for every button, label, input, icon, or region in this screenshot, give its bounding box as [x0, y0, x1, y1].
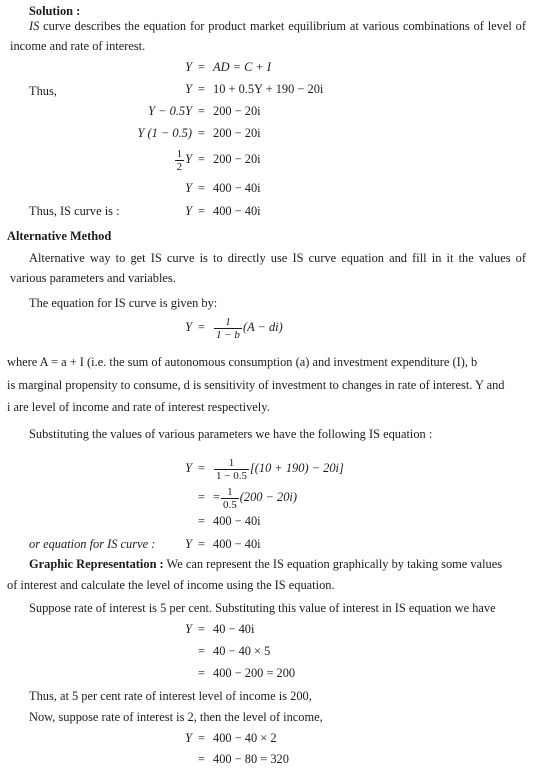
eq2-lhs: Y: [185, 82, 192, 96]
g1-equals: =: [198, 622, 205, 636]
g1-rhs: 40 − 40i: [213, 622, 255, 636]
where-line-2: is marginal propensity to consume, d is sensitivity of investment to changes in rate of interest. Y and: [7, 378, 505, 392]
graphic-line-2: of interest and calculate the level of income using the IS equation.: [7, 578, 335, 592]
h2-equals: =: [198, 752, 205, 766]
eq5-rhs: 200 − 20i: [213, 152, 261, 166]
gen-eq-rhs: [213, 312, 283, 342]
is-curve-label: Thus, IS curve is :: [29, 204, 120, 218]
intro-paragraph: [10, 16, 526, 56]
g2-equals: =: [198, 644, 205, 658]
or-label: or equation for IS curve :: [29, 537, 156, 551]
g3-rhs: 400 − 200 = 200: [213, 666, 296, 680]
s1-tail: [(10 + 190) − 20i]: [249, 461, 344, 475]
s2-den: 0.5: [223, 498, 237, 511]
gen-eq-num: 1: [214, 316, 242, 329]
eq4-rhs: 200 − 20i: [213, 126, 261, 140]
s2-pre: =: [213, 490, 220, 504]
intro-is: IS: [29, 19, 40, 33]
eq5-equals: =: [198, 152, 205, 166]
h2-rhs: 400 − 80 = 320: [213, 752, 289, 766]
or-eq-lhs: Y: [185, 537, 192, 551]
eq3-lhs: Y − 0.5Y: [148, 104, 192, 118]
eq4-lhs: Y (1 − 0.5): [137, 126, 192, 140]
eq5-den: 2: [176, 160, 183, 173]
given-by-text: The equation for IS curve is given by:: [29, 296, 218, 310]
where-line-3: i are level of income and rate of interest respectively.: [7, 400, 270, 414]
graphic-line-1: [29, 557, 502, 572]
solution-heading: Solution :: [29, 4, 81, 18]
eq6-lhs: Y: [185, 181, 192, 195]
or-eq-rhs: 400 − 40i: [213, 537, 261, 551]
s2-rhs: [213, 482, 297, 512]
thus-5-text: Thus, at 5 per cent rate of interest level of income is 200,: [29, 689, 312, 703]
intro-text: curve describes the equation for product market equilibrium at various combinations of level of income and rate of interest.: [10, 19, 526, 53]
eq1-rhs: AD = C + I: [213, 60, 272, 74]
s2-num: 1: [221, 486, 239, 499]
s1-rhs: [213, 453, 344, 483]
h1-rhs: 400 − 40 × 2: [213, 731, 277, 745]
gen-eq-lhs: Y: [185, 320, 192, 334]
graphic-rest: We can represent the IS equation graphically by taking some values: [163, 557, 503, 571]
eq5-var: Y: [185, 152, 192, 166]
s1-num: 1: [214, 457, 249, 470]
g1-lhs: Y: [185, 622, 192, 636]
eq5-num: 1: [176, 147, 183, 160]
eq7-rhs: 400 − 40i: [213, 204, 261, 218]
s1-equals: =: [198, 461, 205, 475]
g2-rhs: 40 − 40 × 5: [213, 644, 271, 658]
eq6-equals: =: [198, 181, 205, 195]
g3-equals: =: [198, 666, 205, 680]
graphic-bold: Graphic Representation :: [29, 557, 164, 571]
alt-paragraph: Alternative way to get IS curve is to directly use IS curve equation and fill in it the values of various parameters and variables.: [10, 251, 526, 285]
eq2-equals: =: [198, 82, 205, 96]
eq1-lhs: Y: [185, 60, 192, 74]
eq2-rhs: 10 + 0.5Y + 190 − 20i: [213, 82, 324, 96]
or-eq-equals: =: [198, 537, 205, 551]
eq3-equals: =: [198, 104, 205, 118]
h1-equals: =: [198, 731, 205, 745]
s3-equals: =: [198, 514, 205, 528]
eq3-rhs: 200 − 20i: [213, 104, 261, 118]
eq5-lhs: [150, 144, 192, 174]
eq6-rhs: 400 − 40i: [213, 181, 261, 195]
thus-label: Thus,: [29, 84, 57, 98]
eq1-equals: =: [198, 60, 205, 74]
h1-lhs: Y: [185, 731, 192, 745]
suppose-5-text: Suppose rate of interest is 5 per cent. Substituting this value of interest in IS equation we have: [29, 601, 496, 615]
s3-rhs: 400 − 40i: [213, 514, 261, 528]
gen-eq-den: 1 − b: [216, 328, 240, 341]
gen-eq-tail: (A − di): [242, 320, 283, 334]
gen-eq-equals: =: [198, 320, 205, 334]
s1-den: 1 − 0.5: [216, 469, 247, 482]
s1-lhs: Y: [185, 461, 192, 475]
alt-heading: Alternative Method: [7, 229, 112, 243]
where-line-1: where A = a + I (i.e. the sum of autonomous consumption (a) and investment expenditure (I), b: [7, 355, 478, 369]
eq4-equals: =: [198, 126, 205, 140]
eq7-equals: =: [198, 204, 205, 218]
substituting-text: Substituting the values of various parameters we have the following IS equation :: [29, 427, 433, 441]
now-2-text: Now, suppose rate of interest is 2, then the level of income,: [29, 710, 323, 724]
eq7-lhs: Y: [185, 204, 192, 218]
s2-tail: (200 − 20i): [239, 490, 297, 504]
s2-equals: =: [198, 490, 205, 504]
